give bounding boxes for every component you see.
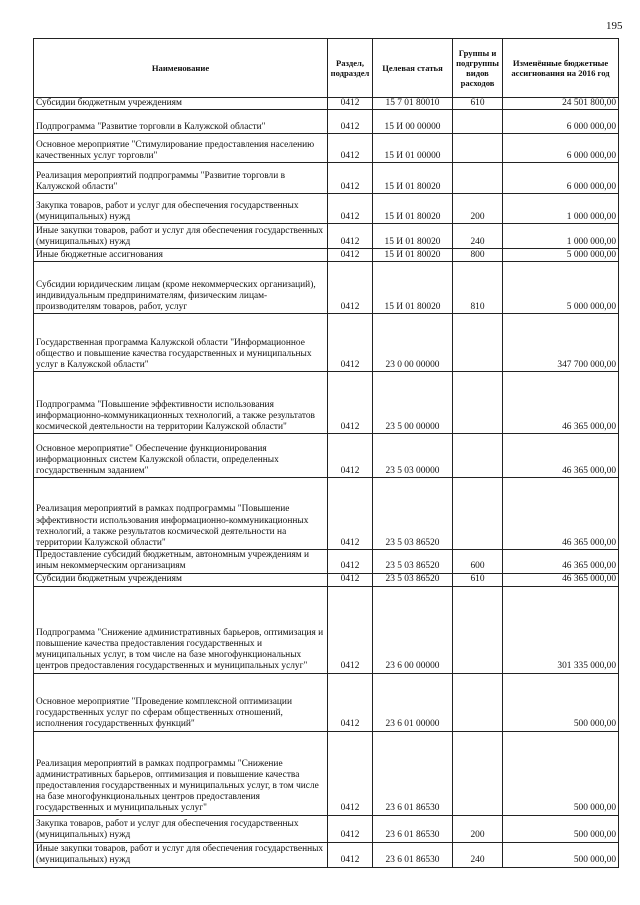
row-section: 0412: [328, 573, 373, 586]
row-expense-group: [453, 673, 503, 731]
table-row: [34, 194, 619, 224]
row-name: Реализация мероприятий в рамках подпрограммы "Снижение административных барьеров, оптимизация и повышение качества предоставления государственных и муниципальных услуг, в том числе на базе многофункциональных центров предоставления государственных и муниципальных услуг": [34, 731, 328, 815]
table-row: [34, 815, 619, 842]
row-name: Иные закупки товаров, работ и услуг для обеспечения государственных (муниципальных) нужд: [34, 842, 328, 867]
row-section: 0412: [328, 110, 373, 134]
row-amount: 46 365 000,00: [503, 372, 619, 434]
row-name: Реализация мероприятий в рамках подпрограммы "Повышение эффективности использования информационно-коммуникационных технологий, а также результатов космической деятельности на территории Калужской области": [34, 478, 328, 550]
row-amount: 24 501 800,00: [503, 98, 619, 110]
row-name: Иные закупки товаров, работ и услуг для обеспечения государственных (муниципальных) нужд: [34, 224, 328, 249]
row-expense-group: 200: [453, 815, 503, 842]
row-name: Основное мероприятие "Проведение комплексной оптимизации государственных услуг по сферам общественных отношений, исполнения государственных функций": [34, 673, 328, 731]
row-target-item: 23 5 03 00000: [373, 434, 453, 478]
table-row: [34, 249, 619, 262]
table-row: [34, 434, 619, 478]
row-section: 0412: [328, 262, 373, 314]
row-amount: 46 365 000,00: [503, 478, 619, 550]
row-section: 0412: [328, 314, 373, 372]
header-section: Раздел, подраздел: [328, 39, 373, 98]
row-name: Иные бюджетные ассигнования: [34, 249, 328, 262]
row-section: 0412: [328, 550, 373, 573]
row-name: Государственная программа Калужской области "Информационное общество и повышение качества государственных и муниципальных услуг в Калужской области": [34, 314, 328, 372]
row-amount: 500 000,00: [503, 731, 619, 815]
row-section: 0412: [328, 163, 373, 194]
row-expense-group: 800: [453, 249, 503, 262]
row-section: 0412: [328, 731, 373, 815]
row-target-item: 23 6 00 00000: [373, 586, 453, 673]
row-name: Закупка товаров, работ и услуг для обеспечения государственных (муниципальных) нужд: [34, 194, 328, 224]
row-amount: 46 365 000,00: [503, 550, 619, 573]
header-amount: Изменённые бюджетные ассигнования на 2016 год: [503, 39, 619, 98]
row-amount: 46 365 000,00: [503, 573, 619, 586]
row-target-item: 15 И 01 80020: [373, 262, 453, 314]
row-amount: 1 000 000,00: [503, 224, 619, 249]
row-amount: 500 000,00: [503, 815, 619, 842]
row-target-item: 23 6 01 86530: [373, 815, 453, 842]
row-target-item: 15 И 01 80020: [373, 194, 453, 224]
row-amount: 5 000 000,00: [503, 262, 619, 314]
row-section: 0412: [328, 478, 373, 550]
row-section: 0412: [328, 224, 373, 249]
row-target-item: 15 И 00 00000: [373, 110, 453, 134]
table-row: [34, 586, 619, 673]
row-name: Субсидии бюджетным учреждениям: [34, 98, 328, 110]
table-row: [34, 134, 619, 163]
row-expense-group: [453, 586, 503, 673]
table-row: [34, 98, 619, 110]
row-name: Подпрограмма "Снижение административных барьеров, оптимизация и повышение качества предоставления государственных и муниципальных услуг, в том числе на базе многофункциональных центров предоставления государственных и муниципальных услуг": [34, 586, 328, 673]
table-row: [34, 372, 619, 434]
table-header-row: [34, 39, 619, 98]
row-name: Субсидии бюджетным учреждениям: [34, 573, 328, 586]
row-section: 0412: [328, 98, 373, 110]
budget-table: [33, 38, 619, 868]
row-name: Основное мероприятие "Стимулирование предоставления населению качественных услуг торговли": [34, 134, 328, 163]
table-row: [34, 478, 619, 550]
row-expense-group: [453, 372, 503, 434]
row-section: 0412: [328, 249, 373, 262]
row-expense-group: [453, 731, 503, 815]
row-amount: 6 000 000,00: [503, 110, 619, 134]
table-row: [34, 731, 619, 815]
table-row: [34, 673, 619, 731]
row-amount: 46 365 000,00: [503, 434, 619, 478]
row-target-item: 15 7 01 80010: [373, 98, 453, 110]
row-expense-group: [453, 163, 503, 194]
row-section: 0412: [328, 194, 373, 224]
row-name: Подпрограмма "Повышение эффективности использования информационно-коммуникационных технологий, а также результатов космической деятельности на территории Калужской области": [34, 372, 328, 434]
row-expense-group: [453, 434, 503, 478]
table-row: [34, 262, 619, 314]
row-target-item: 23 6 01 86530: [373, 842, 453, 867]
row-expense-group: 200: [453, 194, 503, 224]
row-amount: 347 700 000,00: [503, 314, 619, 372]
row-target-item: 15 И 01 80020: [373, 163, 453, 194]
table-row: [34, 842, 619, 867]
header-expense-group: Группы и подгруппы видов расходов: [453, 39, 503, 98]
row-target-item: 23 5 00 00000: [373, 372, 453, 434]
row-section: 0412: [328, 434, 373, 478]
row-expense-group: 240: [453, 842, 503, 867]
row-amount: 500 000,00: [503, 842, 619, 867]
row-section: 0412: [328, 673, 373, 731]
header-target-item: Целевая статья: [373, 39, 453, 98]
row-name: Закупка товаров, работ и услуг для обеспечения государственных (муниципальных) нужд: [34, 815, 328, 842]
row-target-item: 23 5 03 86520: [373, 550, 453, 573]
row-target-item: 15 И 01 00000: [373, 134, 453, 163]
row-target-item: 15 И 01 80020: [373, 224, 453, 249]
row-amount: 5 000 000,00: [503, 249, 619, 262]
row-target-item: 23 6 01 86530: [373, 731, 453, 815]
row-expense-group: 610: [453, 573, 503, 586]
row-name: Реализация мероприятий подпрограммы "Развитие торговли в Калужской области": [34, 163, 328, 194]
row-target-item: 23 5 03 86520: [373, 478, 453, 550]
row-section: 0412: [328, 134, 373, 163]
row-expense-group: [453, 110, 503, 134]
row-section: 0412: [328, 842, 373, 867]
row-amount: 1 000 000,00: [503, 194, 619, 224]
row-expense-group: 610: [453, 98, 503, 110]
row-amount: 6 000 000,00: [503, 163, 619, 194]
row-expense-group: 240: [453, 224, 503, 249]
table-row: [34, 314, 619, 372]
table-row: [34, 163, 619, 194]
row-expense-group: [453, 134, 503, 163]
row-amount: 6 000 000,00: [503, 134, 619, 163]
row-name: Основное мероприятие" Обеспечение функционирования информационных систем Калужской области, определенных государственным заданием": [34, 434, 328, 478]
row-name: Предоставление субсидий бюджетным, автономным учреждениям и иным некоммерческим организациям: [34, 550, 328, 573]
row-target-item: 23 5 03 86520: [373, 573, 453, 586]
table-row: [34, 550, 619, 573]
row-section: 0412: [328, 586, 373, 673]
header-name: Наименование: [34, 39, 328, 98]
table-row: [34, 110, 619, 134]
row-target-item: 23 0 00 00000: [373, 314, 453, 372]
row-target-item: 23 6 01 00000: [373, 673, 453, 731]
row-amount: 500 000,00: [503, 673, 619, 731]
row-name: Субсидии юридическим лицам (кроме некоммерческих организаций), индивидуальным предпринимателям, физическим лицам-производителям товаров, работ, услуг: [34, 262, 328, 314]
page-number: 195: [606, 20, 623, 32]
row-amount: 301 335 000,00: [503, 586, 619, 673]
table-row: [34, 573, 619, 586]
row-name: Подпрограмма "Развитие торговли в Калужской области": [34, 110, 328, 134]
table-row: [34, 224, 619, 249]
row-section: 0412: [328, 372, 373, 434]
row-expense-group: 810: [453, 262, 503, 314]
row-expense-group: [453, 478, 503, 550]
row-target-item: 15 И 01 80020: [373, 249, 453, 262]
row-section: 0412: [328, 815, 373, 842]
row-expense-group: [453, 314, 503, 372]
row-expense-group: 600: [453, 550, 503, 573]
